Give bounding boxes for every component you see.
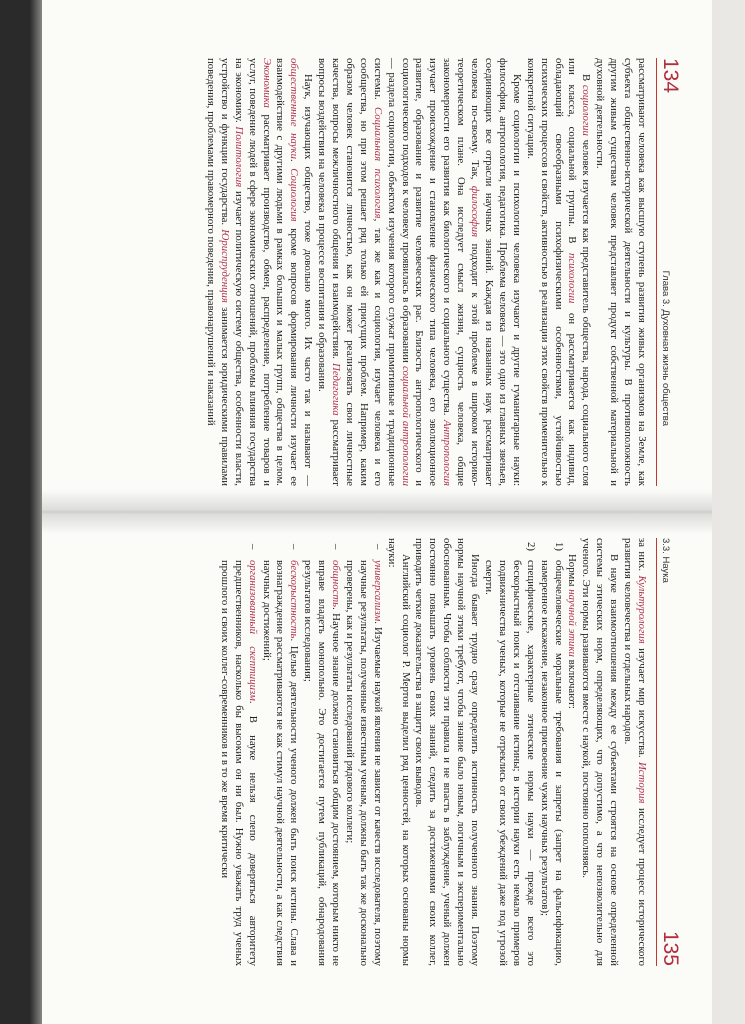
text-run: Нормы <box>566 554 579 590</box>
list-item-text: специфические, характерные этические нормы науки — прежде всего это бескорыстный поиск и отстаивание истины; в истории науки есть немало примеров подвижничества ученых, которые не отреклись от своих убеждений даже под угрозой смерти. <box>483 560 537 966</box>
text-run: Иногда бывает трудно сразу определить истинность полученного знания. Поэтому нормы научной этики требуют, чтобы знание было новым, логичным и экспериментально обоснованным. Чтобы соблюсти эти правила и не впасть в заблуждение, ученый должен постоянно повышать уровень своих знаний, следить за достижениями своих коллег, приводить четкие доказательства в защиту своих выводов. <box>413 538 482 966</box>
merton-values-list <box>217 538 384 966</box>
intro-paragraphs <box>565 538 648 966</box>
term-highlight: бескорыстность <box>288 560 301 639</box>
list-marker: 2) <box>524 542 537 551</box>
text-run: Кроме социологии и психологии человека изучают и другие гуманитарные науки: философия, антропология, педагогика. Проблема человека — это одно из главных звеньев, соединяющих все отрасли научных знаний. Каждая из названных наук рассматривает человека по-своему. Так, <box>469 58 523 486</box>
text-run: за них. <box>636 538 648 576</box>
paragraph <box>592 58 648 486</box>
text-run: . Научное знание должно становиться общим достоянием, которым никто не вправе владеть монопольно. Это достигается путем публикаций, обнародования результатов исследования; <box>302 560 343 966</box>
list-item <box>481 538 537 966</box>
text-run: . В науке нельзя слепо доверяться авторитету предшественников, насколько бы высоким он ни был. Нужно уважать труд ученых прошлого и своих коллег-современников и в то же время критически <box>218 560 259 966</box>
text-run: он рассматривается как индивид, обладающий своеобразными психофизическими особенностями, устойчивостью психических процессов и свойств, активностью в реализации этих свойств применительно к конкретной ситуации. <box>524 58 579 486</box>
list-item <box>342 538 384 966</box>
text-run: рассматривает производство, обмен, распределение, потребление товаров и услуг, поведение людей в сфере экономических отношений, проблемы влияния государства на экономику. <box>232 58 273 486</box>
text-run: . Изучаемые наукой явления не зависят от качеств исследователя, поэтому научные результаты, полученные известным ученым, должны быть так же доскональнo проверены, как и результаты исследований рядового коллеги; <box>343 560 384 966</box>
term-highlight: Антропология <box>441 420 454 486</box>
ethics-norms-list <box>481 538 564 966</box>
term-highlight: организованный скептицизм <box>246 560 259 701</box>
text-run: изучает политическую систему общества, особенности власти, устройство и функции государства. <box>218 58 245 486</box>
running-head: Глава 3. Духовная жизнь общества <box>660 270 671 426</box>
term-highlight: универсализм <box>371 560 384 622</box>
term-highlight: научной этики <box>566 589 579 657</box>
term-highlight: Социология <box>288 168 301 222</box>
term-highlight: общественные науки <box>288 58 301 160</box>
paragraph <box>523 58 593 486</box>
text-run: — раздела социологии, объектом изучения которого служат примитивные и традиционные системы. <box>371 58 398 486</box>
text-run: кроме вопросов формирования личности изучает ее взаимодействие с другими людьми в рамках больших и малых групп, общества в целом. <box>274 58 301 486</box>
list-marker: – <box>288 544 301 550</box>
text-run: В науке взаимоотношения между ее субъектами строятся на основе определенной системы этических норм, определяющих, что допустимо, а что непозволительно для ученого. Эти нормы развиваются вместе с наукой, постоянно пополняясь. <box>580 538 621 966</box>
page-number: 134 <box>659 58 682 94</box>
left-page-header <box>656 58 684 486</box>
right-page-header <box>656 538 684 966</box>
text-run: Наук, изучающих общество, тоже довольно много. Их часто так и называют — <box>302 74 315 486</box>
right-page-body <box>217 538 648 966</box>
list-marker: 1) <box>552 542 565 551</box>
term-highlight: социологии <box>580 84 593 136</box>
term-highlight: Социальная психология <box>371 106 384 219</box>
paragraph <box>314 58 523 486</box>
text-run: . <box>288 159 301 169</box>
paragraph <box>620 538 648 966</box>
term-highlight: Политология <box>232 126 245 188</box>
right-page <box>42 512 712 1024</box>
text-run: изучает происхождение и становление физического типа человека, его эволюционное развитие, образование и развитие человеческих рас. Близость антропологического и социологического подходов к человеку проявилась в образовании <box>399 58 440 486</box>
text-run: рассматривает вопросы воздействия на человека в процессе воспитания и образования. <box>316 58 343 486</box>
term-highlight: психологии <box>566 252 579 304</box>
running-head: 3.3. Наука <box>660 538 671 583</box>
left-page-body <box>203 58 648 486</box>
text-run: В <box>580 74 593 85</box>
middle-paragraphs <box>384 538 481 966</box>
text-run: рассматривают человека как высшую ступень развития живых организмов на Земле, как субъекта общественно-исторической деятельности и культуры. В противоположность другим живым существам человек представляет продукт собственной материальной и духовной деятельности. <box>594 58 648 486</box>
paragraph <box>203 58 314 486</box>
text-run: подходит к этой проблеме в широком историко-теоретическом плане. Она исследует смысл жизни, сущность человека, общие закономерности его развития как биологического и социального существа. <box>441 58 482 486</box>
list-marker: – <box>371 544 384 550</box>
book-spread <box>42 0 712 1024</box>
term-highlight: философия <box>469 185 482 238</box>
text-run: человек изучается как представитель общества, народа, социального слоя или класса, социальной группы. В <box>566 58 593 486</box>
term-highlight: социальной антропологии <box>399 365 412 486</box>
paragraph <box>412 538 482 966</box>
text-run: занимается юридическими правилами поведения, проблемами правомерного поведения, правонарушений и наказаний <box>204 58 231 486</box>
text-run: исследует процесс исторического развития человечества и отдельных народов. <box>622 538 648 966</box>
term-highlight: общность <box>330 560 343 608</box>
list-item <box>259 538 301 966</box>
list-item <box>537 538 565 966</box>
list-item <box>217 538 259 966</box>
text-run: изучает мир искусства. <box>636 643 648 762</box>
text-run: , так же как и социология, изучает человека и его сообщества, но при этом решает ряд только ей присущих проблем. Например, каким образом человек становится личностью, как он может реализовать свои личностные качества, вопросы межличностного общения и взаимодействия. <box>330 58 384 486</box>
term-highlight: Педагогика <box>330 363 343 416</box>
term-highlight: История <box>636 761 648 804</box>
list-marker: – <box>246 544 259 550</box>
text-run: включают: <box>566 656 579 709</box>
paragraph <box>578 538 620 966</box>
term-highlight: Культурология <box>636 575 648 644</box>
left-page <box>42 0 712 512</box>
text-run: . Целью деятельности ученого должен быть поиск истины. Слава и вознаграждение рассматриваются не как стимул научной деятельности, а как следствия научных достижений; <box>260 560 301 966</box>
text-run: Английский социолог Р. Мертон выделил ряд ценностей, на которых основаны нормы науки: <box>385 538 412 966</box>
page-number: 135 <box>659 930 682 966</box>
term-highlight: Экономика <box>260 58 273 108</box>
list-marker: – <box>330 544 343 550</box>
list-item-text: общечеловеческие моральные требования и запреты (запрет на фальсификацию, намеренное искажение, незаконное присвоение чужих научных результатов); <box>538 560 565 966</box>
list-item <box>300 538 342 966</box>
term-highlight: Юриспруденция <box>218 229 231 303</box>
paragraph <box>565 538 579 966</box>
paragraph <box>384 538 412 966</box>
